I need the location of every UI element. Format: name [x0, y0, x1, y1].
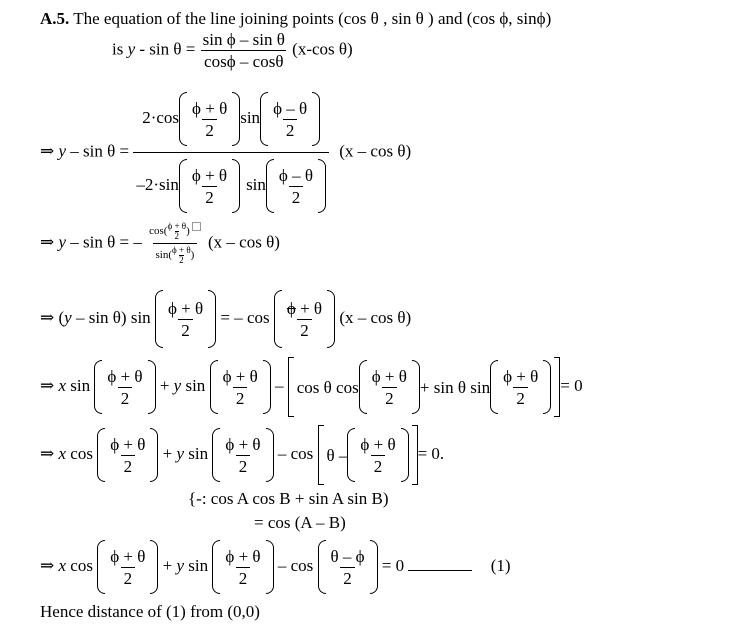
equation-line-6: ⇒ x cos $\frac{\phi + \theta}{2}$ + y sin $\frac{\phi + \theta}{2}$ – cos θ – $\frac{\phi + \theta}{2}$ = 0.: [40, 425, 444, 485]
equation-line-1: is y - sin θ = $\frac{\text{sin ϕ – sin θ}}{\cos\phi - \cos\theta}$ (x-cos θ): [112, 30, 353, 71]
problem-statement: The equation of the line joining points (cos θ , sin θ ) and (cos ϕ, sinϕ): [73, 9, 552, 28]
equation-line-5: ⇒ x sin $\frac{\phi + \theta}{2}$ + y sin $\frac{\phi + \theta}{2}$ – cos θ cos $\frac{\phi + \theta}{2}$ + sin θ sin $\frac{\phi + \theta}{2}$ = 0: [40, 357, 583, 417]
answer-blank: [408, 570, 472, 571]
problem-heading: [40, 10, 551, 27]
cot-fraction: cos( $\frac{\phi + \theta}{2}$ ) sin( $\frac{\phi + \theta}{2}$ ): [146, 222, 204, 265]
equation-line-2: ⇒ y – sin θ = 2·cos $\frac{\phi + \theta}{2}$ sin $\frac{\phi - \theta}{2}$ –2·sin $\frac{\phi + \theta}{2}$ sin $\frac{\phi - \theta}{2}$ (x – cos θ): [40, 92, 411, 213]
identity-note-line-1: {-: cos A cos B + sin A sin B): [188, 489, 389, 508]
sum-to-product-fraction: 2·cos $\frac{\phi + \theta}{2}$ sin $\frac{\phi - \theta}{2}$ –2·sin $\frac{\phi + \theta}{2}$ sin $\frac{\phi - \theta}{2}$: [133, 92, 329, 213]
placeholder-box-icon: [192, 222, 201, 231]
struck-phi: ϕ: [286, 298, 296, 318]
equation-line-7: ⇒ x cos $\frac{\phi + \theta}{2}$ + y sin $\frac{\phi + \theta}{2}$ – cos $\frac{\theta - \phi}{2}$ = 0 (1): [40, 540, 511, 594]
equation-line-4: ⇒ (y – sin θ) sin $\frac{\phi + \theta}{2}$ = – cos $\frac{\phi + \theta}{2}$ (x – cos θ): [40, 290, 411, 348]
equation-line-3: ⇒ y – sin θ = – cos( $\frac{\phi + \theta}{2}$ ) sin( $\frac{\phi + \theta}{2}$ ) (x – cos θ): [40, 221, 280, 265]
equation-number: (1): [490, 555, 511, 575]
identity-note-line-2: = cos (A – B): [254, 513, 346, 532]
footer-text: Hence distance of (1) from (0,0): [40, 602, 260, 621]
problem-label: A.5.: [40, 9, 70, 28]
slope-fraction: $\frac{\text{sin ϕ – sin θ}}{\cos\phi - \cos\theta}$: [202, 30, 285, 71]
